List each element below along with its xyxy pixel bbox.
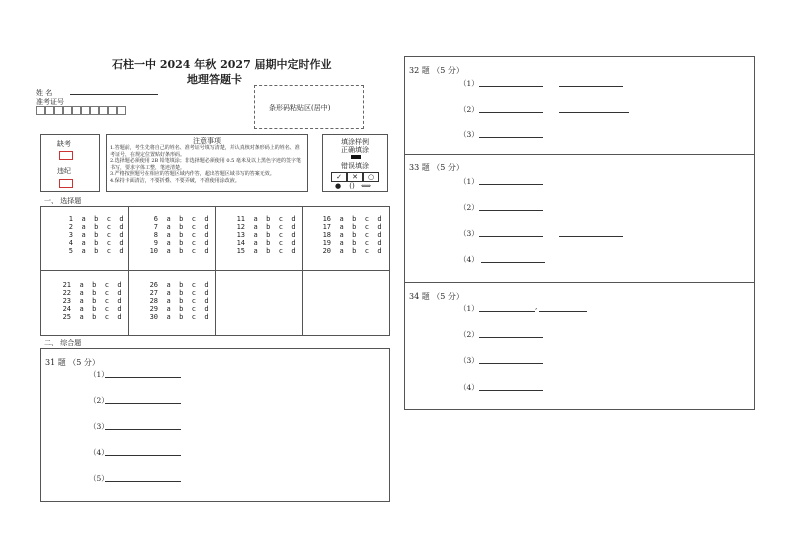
answer-line[interactable] [479, 337, 543, 338]
note-line: 3.严格按照题号在相应的答题区域内作答，超出答题区域书写的答案无效。 [110, 171, 275, 177]
answer-line[interactable] [105, 429, 181, 430]
question-label: 33 题 （5 分） [409, 163, 464, 172]
answer-line[interactable] [539, 311, 587, 312]
answer-line[interactable] [105, 455, 181, 456]
id-cell[interactable] [108, 106, 117, 115]
answer-line[interactable] [479, 363, 543, 364]
mc-question[interactable]: 24 a b c d [62, 305, 122, 313]
mc-question[interactable]: 20 a b c d [322, 247, 382, 255]
mc-question[interactable]: 23 a b c d [62, 297, 122, 305]
sub-question-label: （3） [459, 130, 479, 139]
name-field[interactable] [70, 94, 158, 95]
mc-block [63, 215, 124, 255]
mc-question[interactable]: 12 a b c d [236, 223, 296, 231]
answer-line[interactable] [559, 236, 623, 237]
exam-subtitle: 地理答题卡 [187, 73, 242, 86]
mc-question[interactable]: 4 a b c d [68, 239, 124, 247]
mc-question[interactable]: 6 a b c d [153, 215, 209, 223]
mc-question[interactable]: 18 a b c d [322, 231, 382, 239]
answer-line[interactable] [559, 86, 623, 87]
question-label: 32 题 （5 分） [409, 66, 464, 75]
mc-question[interactable]: 30 a b c d [149, 313, 209, 321]
answer-line[interactable] [479, 86, 543, 87]
violation-label: 违纪 [57, 167, 71, 175]
answer-line[interactable] [479, 311, 535, 312]
id-cell[interactable] [72, 106, 81, 115]
check-mark-icon: ✓ [331, 172, 347, 182]
answer-box-q31 [40, 348, 390, 502]
sub-question-label: （3） [459, 356, 479, 365]
wrong-fill-label: 错误填涂 [341, 162, 369, 170]
absent-checkbox[interactable] [59, 151, 73, 160]
barcode-label: 条形码粘贴区(居中) [269, 104, 331, 112]
exam-id-grid[interactable] [36, 106, 126, 115]
circle-mark-icon: ○ [363, 172, 379, 182]
sub-question-label: （1） [459, 304, 479, 313]
cross-mark-icon: ✕ [347, 172, 363, 182]
answer-line[interactable] [559, 112, 629, 113]
answer-line[interactable] [105, 377, 181, 378]
id-cell[interactable] [90, 106, 99, 115]
question-label: 34 题 （5 分） [409, 292, 464, 301]
notes-title: 注意事项 [193, 137, 221, 145]
mc-question[interactable]: 27 a b c d [149, 289, 209, 297]
id-cell[interactable] [36, 106, 45, 115]
sub-question-label: （3） [89, 422, 109, 431]
mc-question[interactable]: 15 a b c d [236, 247, 296, 255]
mc-question[interactable]: 19 a b c d [322, 239, 382, 247]
mc-question[interactable]: 10 a b c d [149, 247, 209, 255]
mc-question[interactable]: 7 a b c d [153, 223, 209, 231]
mc-block [61, 281, 122, 321]
barcode-area [254, 85, 364, 129]
mc-question[interactable]: 29 a b c d [149, 305, 209, 313]
paren-mark-icon: () [349, 182, 355, 190]
sub-question-label: （5） [89, 474, 109, 483]
correct-fill-mark [351, 155, 361, 159]
mc-block [321, 215, 382, 255]
sub-question-label: （4） [459, 255, 479, 264]
mc-block [148, 281, 209, 321]
mc-question[interactable]: 11 a b c d [236, 215, 296, 223]
section-title: 二、 综合题 [44, 339, 82, 347]
mc-question[interactable]: 16 a b c d [322, 215, 382, 223]
mc-question[interactable]: 26 a b c d [149, 281, 209, 289]
wrong-marks [331, 172, 379, 190]
sub-question-label: （1） [459, 79, 479, 88]
answer-line[interactable] [105, 481, 181, 482]
violation-checkbox[interactable] [59, 179, 73, 188]
id-cell[interactable] [63, 106, 72, 115]
mc-grid [40, 206, 390, 336]
sub-question-label: （2） [459, 105, 479, 114]
sub-question-label: （4） [89, 448, 109, 457]
mc-question[interactable]: 25 a b c d [62, 313, 122, 321]
answer-line[interactable] [105, 403, 181, 404]
absent-label: 缺考 [57, 140, 71, 148]
answer-line[interactable] [479, 137, 543, 138]
answer-line[interactable] [479, 236, 543, 237]
mc-block [148, 215, 209, 255]
answer-line[interactable] [481, 262, 545, 263]
comma-separator: , [535, 302, 538, 311]
id-cell[interactable] [81, 106, 90, 115]
note-line: 1.答题前，考生先将自己的姓名、准考证号填写清楚，并认真核对条形码上的姓名、准考证号，在规定位置贴好条形码。 [110, 145, 300, 158]
mc-question[interactable]: 3 a b c d [68, 231, 124, 239]
mc-question[interactable]: 17 a b c d [322, 223, 382, 231]
correct-fill-label: 填涂样例 [341, 138, 369, 146]
mc-question[interactable]: 2 a b c d [68, 223, 124, 231]
mc-question[interactable]: 13 a b c d [236, 231, 296, 239]
correct-fill-sub: 正确填涂 [341, 146, 369, 154]
answer-box-right [404, 56, 755, 410]
mc-question[interactable]: 9 a b c d [153, 239, 209, 247]
mc-block [235, 215, 296, 255]
answer-line[interactable] [479, 184, 543, 185]
exam-title: 石柱一中 2024 年秋 2027 届期中定时作业 [112, 58, 332, 71]
sub-question-label: （1） [89, 370, 109, 379]
id-cell[interactable] [54, 106, 63, 115]
mc-question[interactable]: 22 a b c d [62, 289, 122, 297]
note-line: 4.保持卡面清洁，不要折叠、不要弄破，不准使用涂改液。 [110, 177, 240, 184]
id-cell[interactable] [117, 106, 126, 115]
id-cell[interactable] [45, 106, 54, 115]
mc-question[interactable]: 14 a b c d [236, 239, 296, 247]
status-box [40, 134, 100, 192]
sub-question-label: （4） [459, 383, 479, 392]
fill-example-box [322, 134, 388, 192]
mc-question[interactable]: 1 a b c d [68, 215, 124, 223]
notes-box [106, 134, 308, 192]
name-label: 姓 名 [36, 89, 53, 97]
answer-line[interactable] [479, 390, 543, 391]
answer-line[interactable] [479, 210, 543, 211]
mc-question[interactable]: 5 a b c d [68, 247, 124, 255]
sub-question-label: （2） [459, 330, 479, 339]
question-label: 31 题 （5 分） [45, 358, 100, 367]
notes-list [110, 145, 304, 184]
note-line: 2.选择题必须使用 2B 铅笔填涂；非选择题必须使用 0.5 毫米及以上黑色字迹的签字笔书写，要求字体工整，笔迹清楚。 [110, 158, 301, 171]
sub-question-label: （3） [459, 229, 479, 238]
id-cell[interactable] [99, 106, 108, 115]
mc-question[interactable]: 21 a b c d [62, 281, 122, 289]
sub-question-label: （1） [459, 177, 479, 186]
mc-question[interactable]: 8 a b c d [153, 231, 209, 239]
sub-question-label: （2） [459, 203, 479, 212]
sub-question-label: （2） [89, 396, 109, 405]
dot-mark-icon: ● [334, 182, 342, 190]
mc-question[interactable]: 28 a b c d [149, 297, 209, 305]
answer-line[interactable] [479, 112, 543, 113]
section-title: 一、 选择题 [44, 197, 82, 205]
arrow-mark-icon: ⟺ [360, 182, 372, 190]
exam-id-label: 准考证号 [36, 98, 64, 106]
